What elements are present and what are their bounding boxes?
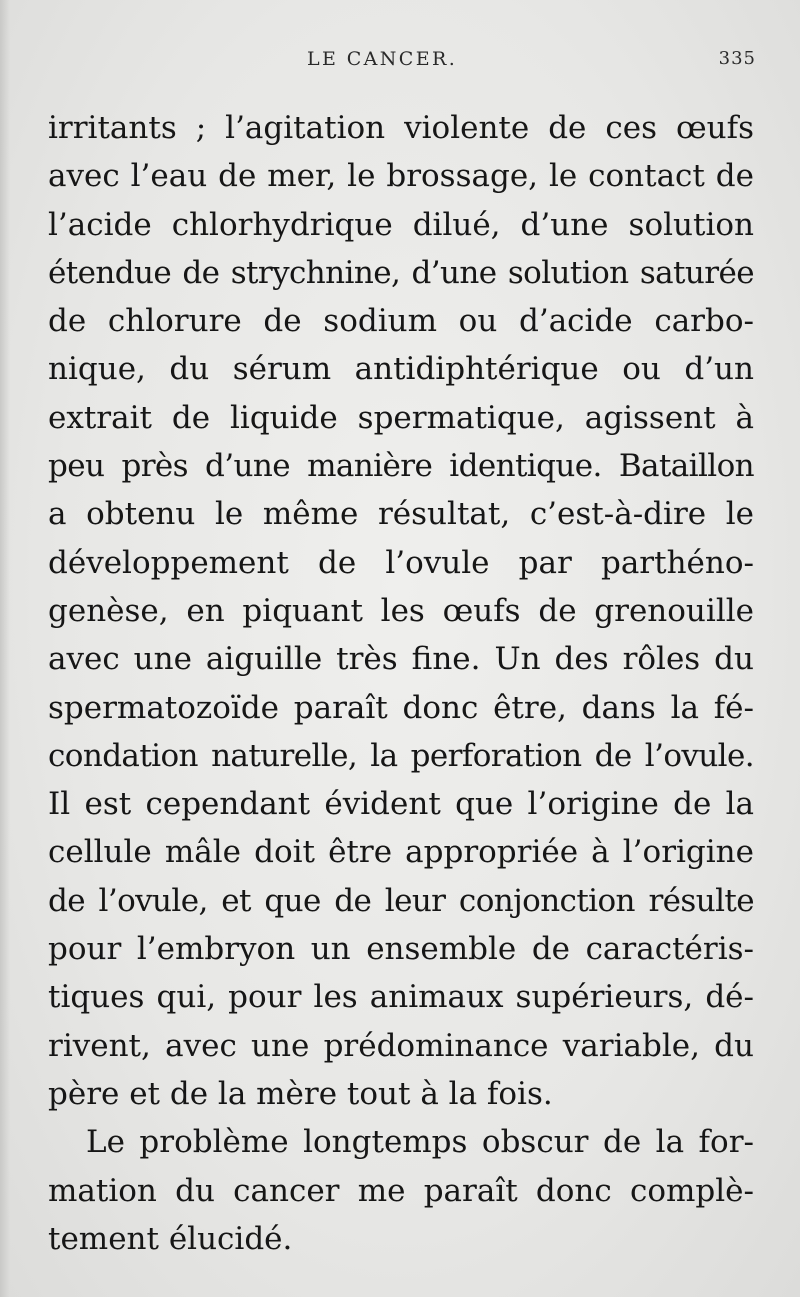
text-line: Il est cependant évident que l’origine de la: [48, 786, 754, 823]
text-line: avec l’eau de mer, le brossage, le contact de: [48, 158, 754, 195]
text-line: mation du cancer me paraît donc complè-: [48, 1172, 754, 1209]
text-line: l’acide chlorhydrique dilué, d’une solution: [48, 206, 754, 243]
text-line: de l’ovule, et que de leur conjonction résulte: [48, 882, 754, 919]
running-head: [0, 44, 800, 74]
text-line: cellule mâle doit être appropriée à l’origine: [48, 834, 754, 871]
text-line: spermatozoïde paraît donc être, dans la fé-: [48, 689, 754, 726]
text-line: pour l’embryon un ensemble de caractéris-: [48, 931, 754, 968]
text-line: peu près d’une manière identique. Bataillon: [48, 448, 754, 485]
text-line: tement élucidé.: [48, 1220, 293, 1257]
text-line: rivent, avec une prédominance variable, du: [48, 1027, 754, 1064]
text-line: étendue de strychnine, d’une solution saturée: [48, 254, 754, 291]
text-line: de chlorure de sodium ou d’acide carbo-: [48, 303, 754, 340]
page-number: 335: [718, 48, 756, 69]
body-text: [48, 104, 754, 1263]
text-line: extrait de liquide spermatique, agissent à: [48, 399, 754, 436]
page-edge-shadow: [0, 0, 10, 1297]
text-line: a obtenu le même résultat, c’est-à-dire le: [48, 496, 754, 533]
text-line: père et de la mère tout à la fois.: [48, 1075, 553, 1112]
running-head-title: LE CANCER.: [307, 48, 458, 70]
text-line: Le problème longtemps obscur de la for-: [86, 1124, 754, 1161]
text-line: développement de l’ovule par parthéno-: [48, 544, 754, 581]
text-line: tiques qui, pour les animaux supérieurs, dé-: [48, 979, 754, 1016]
text-line: avec une aiguille très fine. Un des rôles du: [48, 641, 754, 678]
text-line: genèse, en piquant les œufs de grenouille: [48, 592, 754, 629]
text-line: irritants ; l’agitation violente de ces œufs: [48, 110, 754, 146]
text-line: nique, du sérum antidiphtérique ou d’un: [48, 351, 754, 388]
text-line: condation naturelle, la perforation de l’ovule.: [48, 737, 754, 774]
